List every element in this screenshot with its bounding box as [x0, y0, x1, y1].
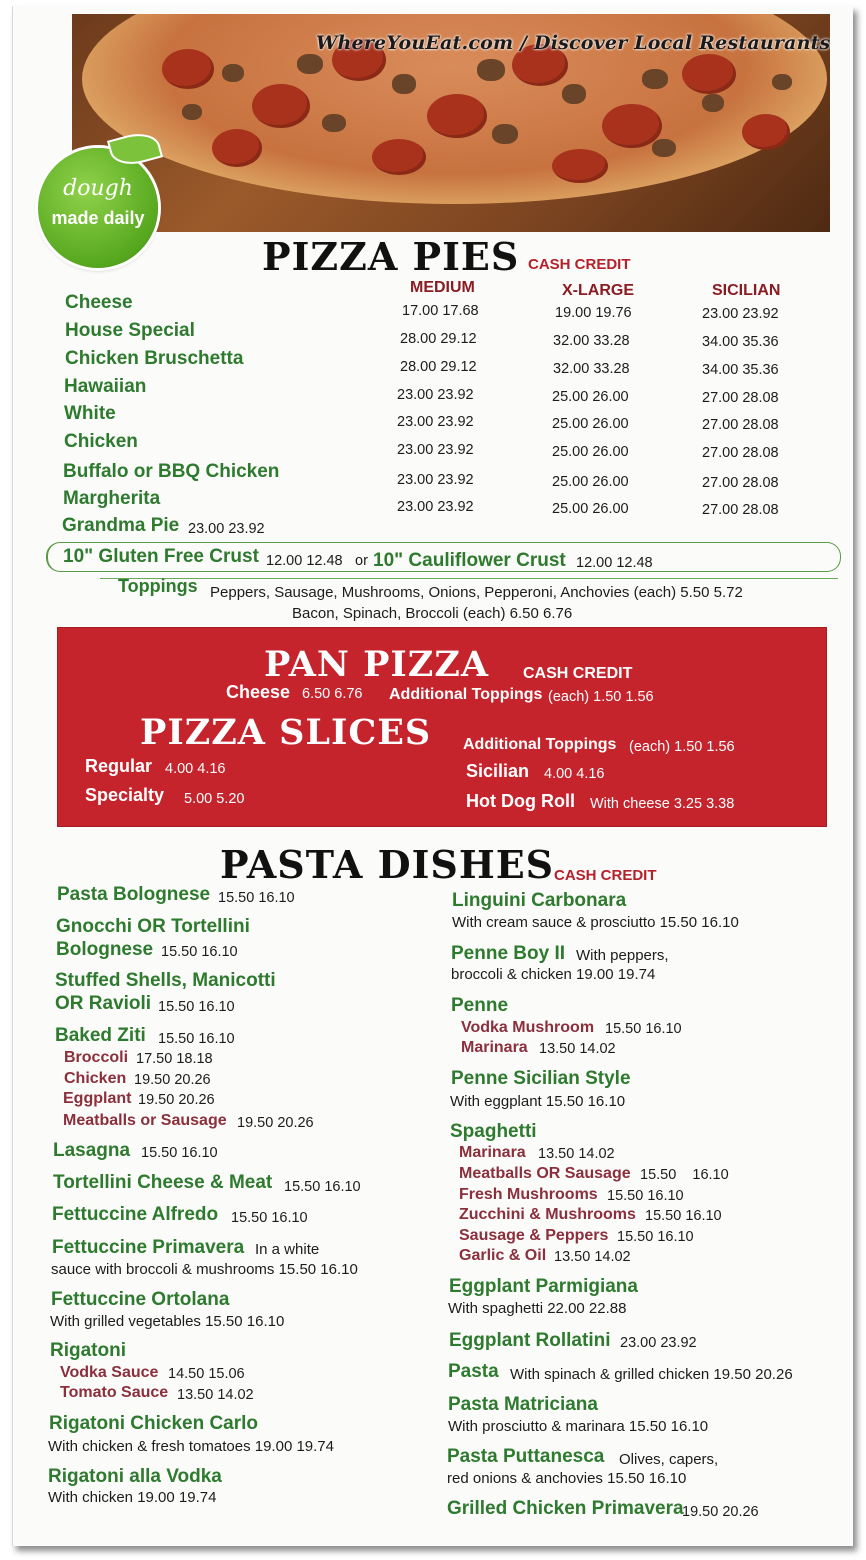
- slice-hotdog-desc: With cheese 3.25 3.38: [590, 796, 735, 812]
- pan-add-toppings-price: (each) 1.50 1.56: [548, 689, 654, 705]
- penne-boy-ii: Penne Boy II: [451, 943, 566, 964]
- linguini-carbonara: Linguini Carbonara: [452, 890, 627, 911]
- alfredo-price: 15.50 16.10: [231, 1210, 308, 1226]
- pizza-row-sicilian-price: 34.00 35.36: [702, 334, 779, 350]
- spaghetti-sausage-peppers: Sausage & Peppers: [459, 1227, 609, 1244]
- pizza-row-name: House Special: [65, 320, 195, 341]
- crust-or: or: [355, 553, 368, 569]
- spaghetti-fresh-mushrooms: Fresh Mushrooms: [459, 1186, 598, 1203]
- penne-sicilian-style: Penne Sicilian Style: [451, 1068, 631, 1089]
- grandma-pie-name: Grandma Pie: [62, 515, 180, 536]
- pan-cash-credit: CASH CREDIT: [523, 665, 633, 682]
- ziti-eggplant-price: 19.50 20.26: [138, 1092, 215, 1108]
- pizza-row-medium-price: 23.00 23.92: [397, 387, 474, 403]
- ziti-chicken: Chicken: [64, 1070, 127, 1087]
- carbonara-desc: With cream sauce & prosciutto 15.50 16.10: [452, 914, 739, 931]
- spaghetti-garlic-oil-price: 13.50 14.02: [554, 1249, 631, 1265]
- spaghetti-zucchini: Zucchini & Mushrooms: [459, 1206, 636, 1223]
- slices-add-toppings-price: (each) 1.50 1.56: [629, 739, 735, 755]
- pan-cheese-price: 6.50 6.76: [302, 686, 363, 702]
- stuffed-name2: OR Ravioli: [55, 993, 152, 1014]
- pizza-row-name: White: [64, 403, 116, 424]
- cauliflower-name: 10" Cauliflower Crust: [373, 550, 566, 571]
- pizza-row-name: Cheese: [65, 292, 133, 313]
- tortellini-price: 15.50 16.10: [284, 1179, 361, 1195]
- penne-marinara: Marinara: [461, 1039, 528, 1056]
- col-xlarge: X-LARGE: [562, 282, 634, 299]
- baked-ziti: Baked Ziti: [55, 1025, 146, 1046]
- primavera-desc1: In a white: [255, 1241, 320, 1258]
- parmigiana-desc: With spaghetti 22.00 22.88: [448, 1300, 627, 1317]
- ziti-meatballs-price: 19.50 20.26: [237, 1115, 314, 1131]
- pizza-row-sicilian-price: 23.00 23.92: [702, 306, 779, 322]
- penne-boy-desc1: With peppers,: [576, 947, 669, 964]
- spaghetti-meatballs-price: 15.50 16.10: [640, 1167, 729, 1183]
- rigatoni-vodka-price: 14.50 15.06: [168, 1366, 245, 1382]
- pizza-row-xlarge-price: 32.00 33.28: [553, 361, 630, 377]
- penne: Penne: [451, 995, 509, 1016]
- pasta-spinach: Pasta: [448, 1361, 499, 1382]
- spaghetti-marinara: Marinara: [459, 1144, 526, 1161]
- pizza-row-sicilian-price: 27.00 28.08: [702, 475, 779, 491]
- pizza-row-medium-price: 23.00 23.92: [397, 499, 474, 515]
- penne-vodka-mushroom: Vodka Mushroom: [461, 1019, 595, 1036]
- slice-specialty-price: 5.00 5.20: [184, 791, 245, 807]
- spaghetti-zucchini-price: 15.50 16.10: [645, 1208, 722, 1224]
- penne-boy-desc2: broccoli & chicken 19.00 19.74: [451, 966, 656, 983]
- cash-credit-label: CASH CREDIT: [528, 256, 631, 273]
- tortellini-cheese-meat: Tortellini Cheese & Meat: [53, 1172, 273, 1193]
- toppings-label: Toppings: [118, 576, 198, 596]
- gluten-free-price: 12.00 12.48: [266, 553, 343, 569]
- col-sicilian: SICILIAN: [712, 282, 781, 299]
- penne-vodka-price: 15.50 16.10: [605, 1021, 682, 1037]
- divider-line: [100, 578, 838, 579]
- gluten-free-name: 10" Gluten Free Crust: [63, 546, 259, 567]
- ziti-broccoli-price: 17.50 18.18: [136, 1051, 213, 1067]
- pizza-row-sicilian-price: 27.00 28.08: [702, 445, 779, 461]
- lasagna: Lasagna: [53, 1140, 131, 1161]
- penne-sicilian-desc: With eggplant 15.50 16.10: [450, 1093, 626, 1110]
- ziti-meatballs: Meatballs or Sausage: [63, 1112, 227, 1129]
- grilled-chicken-price: 19.50 20.26: [682, 1504, 759, 1520]
- pizza-row-name: Hawaiian: [64, 376, 147, 397]
- pizza-row-xlarge-price: 25.00 26.00: [552, 501, 629, 517]
- grandma-pie-price: 23.00 23.92: [188, 521, 265, 537]
- puttanesca-desc2: red onions & anchovies 15.50 16.10: [447, 1470, 687, 1487]
- pasta-bolognese: Pasta Bolognese: [57, 884, 211, 905]
- pasta-bolognese-price: 15.50 16.10: [218, 890, 295, 906]
- pan-cheese-label: Cheese: [226, 682, 291, 702]
- toppings-line2: Bacon, Spinach, Broccoli (each) 6.50 6.76: [292, 605, 573, 622]
- pizza-row-medium-price: 23.00 23.92: [397, 472, 474, 488]
- pizza-row-name: Buffalo or BBQ Chicken: [63, 461, 280, 482]
- pizza-row-medium-price: 28.00 29.12: [400, 331, 477, 347]
- spaghetti-fresh-mushrooms-price: 15.50 16.10: [607, 1188, 684, 1204]
- pan-add-toppings: Additional Toppings: [389, 686, 543, 703]
- puttanesca-desc1: Olives, capers,: [619, 1451, 719, 1468]
- ziti-eggplant: Eggplant: [63, 1090, 132, 1107]
- lasagna-price: 15.50 16.10: [141, 1145, 218, 1161]
- pizza-row-xlarge-price: 25.00 26.00: [552, 474, 629, 490]
- rigatoni-alla-vodka: Rigatoni alla Vodka: [48, 1466, 222, 1487]
- fettuccine-primavera: Fettuccine Primavera: [52, 1237, 245, 1258]
- spaghetti-marinara-price: 13.50 14.02: [538, 1146, 615, 1162]
- col-medium: MEDIUM: [410, 279, 475, 296]
- pasta-cash-credit: CASH CREDIT: [554, 867, 657, 884]
- pizza-row-medium-price: 28.00 29.12: [400, 359, 477, 375]
- eggplant-rollatini: Eggplant Rollatini: [449, 1330, 611, 1351]
- pizza-pies-title: PIZZA PIES: [262, 234, 520, 279]
- slice-specialty-label: Specialty: [85, 785, 165, 805]
- fettuccine-alfredo: Fettuccine Alfredo: [52, 1204, 219, 1225]
- pizza-row-medium-price: 23.00 23.92: [397, 414, 474, 430]
- pizza-row-sicilian-price: 27.00 28.08: [702, 390, 779, 406]
- pizza-row-xlarge-price: 25.00 26.00: [552, 444, 629, 460]
- badge-line2: made daily: [51, 208, 145, 228]
- penne-marinara-price: 13.50 14.02: [539, 1041, 616, 1057]
- pizza-row-medium-price: 23.00 23.92: [397, 442, 474, 458]
- baked-ziti-price: 15.50 16.10: [158, 1031, 235, 1047]
- gnocchi-price: 15.50 16.10: [161, 944, 238, 960]
- badge-line1: dough: [63, 176, 133, 201]
- slice-regular-price: 4.00 4.16: [165, 761, 226, 777]
- matriciana-desc: With prosciutto & marinara 15.50 16.10: [448, 1418, 709, 1435]
- pasta-puttanesca: Pasta Puttanesca: [447, 1446, 605, 1467]
- pizza-row-sicilian-price: 27.00 28.08: [702, 502, 779, 518]
- slice-regular-label: Regular: [85, 756, 153, 776]
- rigatoni-tomato-price: 13.50 14.02: [177, 1387, 254, 1403]
- pizza-row-medium-price: 17.00 17.68: [402, 303, 479, 319]
- pasta-dishes-title: PASTA DISHES: [220, 842, 555, 887]
- pizza-row-xlarge-price: 25.00 26.00: [552, 416, 629, 432]
- pizza-row-name: Margherita: [63, 488, 161, 509]
- pizza-slices-title: PIZZA SLICES: [140, 712, 432, 753]
- spaghetti-sausage-peppers-price: 15.50 16.10: [617, 1229, 694, 1245]
- gnocchi-name2: Bolognese: [56, 939, 154, 960]
- watermark-text: WhereYouEat.com / Discover Local Restaurants: [316, 32, 831, 54]
- rigatoni-tomato: Tomato Sauce: [60, 1384, 169, 1401]
- stuffed-name1: Stuffed Shells, Manicotti: [55, 970, 276, 991]
- eggplant-parmigiana: Eggplant Parmigiana: [449, 1276, 638, 1297]
- rigatoni-chicken-carlo: Rigatoni Chicken Carlo: [49, 1413, 259, 1434]
- pasta-spinach-desc: With spinach & grilled chicken 19.50 20.26: [510, 1366, 793, 1383]
- stuffed-price: 15.50 16.10: [158, 999, 235, 1015]
- dough-made-daily-badge: [38, 148, 158, 268]
- carlo-desc: With chicken & fresh tomatoes 19.00 19.74: [48, 1438, 334, 1455]
- cauliflower-price: 12.00 12.48: [576, 555, 653, 571]
- grilled-chicken-primavera: Grilled Chicken Primavera: [447, 1498, 684, 1519]
- pizza-row-xlarge-price: 19.00 19.76: [555, 305, 632, 321]
- alla-vodka-desc: With chicken 19.00 19.74: [48, 1489, 217, 1506]
- primavera-desc2: sauce with broccoli & mushrooms 15.50 16.10: [51, 1261, 358, 1278]
- pizza-row-name: Chicken Bruschetta: [65, 348, 244, 369]
- rollatini-price: 23.00 23.92: [620, 1335, 697, 1351]
- ziti-broccoli: Broccoli: [64, 1049, 129, 1066]
- gnocchi-name1: Gnocchi OR Tortellini: [56, 916, 250, 937]
- slice-hotdog-label: Hot Dog Roll: [466, 791, 575, 811]
- rigatoni-vodka: Vodka Sauce: [60, 1364, 159, 1381]
- pizza-row-xlarge-price: 25.00 26.00: [552, 389, 629, 405]
- spaghetti-meatballs: Meatballs OR Sausage: [459, 1165, 631, 1182]
- ziti-chicken-price: 19.50 20.26: [134, 1072, 211, 1088]
- rigatoni: Rigatoni: [50, 1340, 126, 1361]
- spaghetti-garlic-oil: Garlic & Oil: [459, 1247, 547, 1264]
- pizza-row-sicilian-price: 27.00 28.08: [702, 417, 779, 433]
- pan-pizza-title: PAN PIZZA: [264, 644, 490, 685]
- slice-sicilian-label: Sicilian: [466, 761, 530, 781]
- ortolana-desc: With grilled vegetables 15.50 16.10: [50, 1313, 285, 1330]
- pizza-row-xlarge-price: 32.00 33.28: [553, 333, 630, 349]
- toppings-line1: Peppers, Sausage, Mushrooms, Onions, Pepperoni, Anchovies (each) 5.50 5.72: [210, 584, 743, 601]
- spaghetti: Spaghetti: [450, 1121, 537, 1142]
- pizza-row-name: Chicken: [64, 431, 138, 452]
- pasta-matriciana: Pasta Matriciana: [448, 1394, 598, 1415]
- slice-sicilian-price: 4.00 4.16: [544, 766, 605, 782]
- pizza-row-sicilian-price: 34.00 35.36: [702, 362, 779, 378]
- fettuccine-ortolana: Fettuccine Ortolana: [51, 1289, 230, 1310]
- slices-add-toppings: Additional Toppings: [463, 736, 617, 753]
